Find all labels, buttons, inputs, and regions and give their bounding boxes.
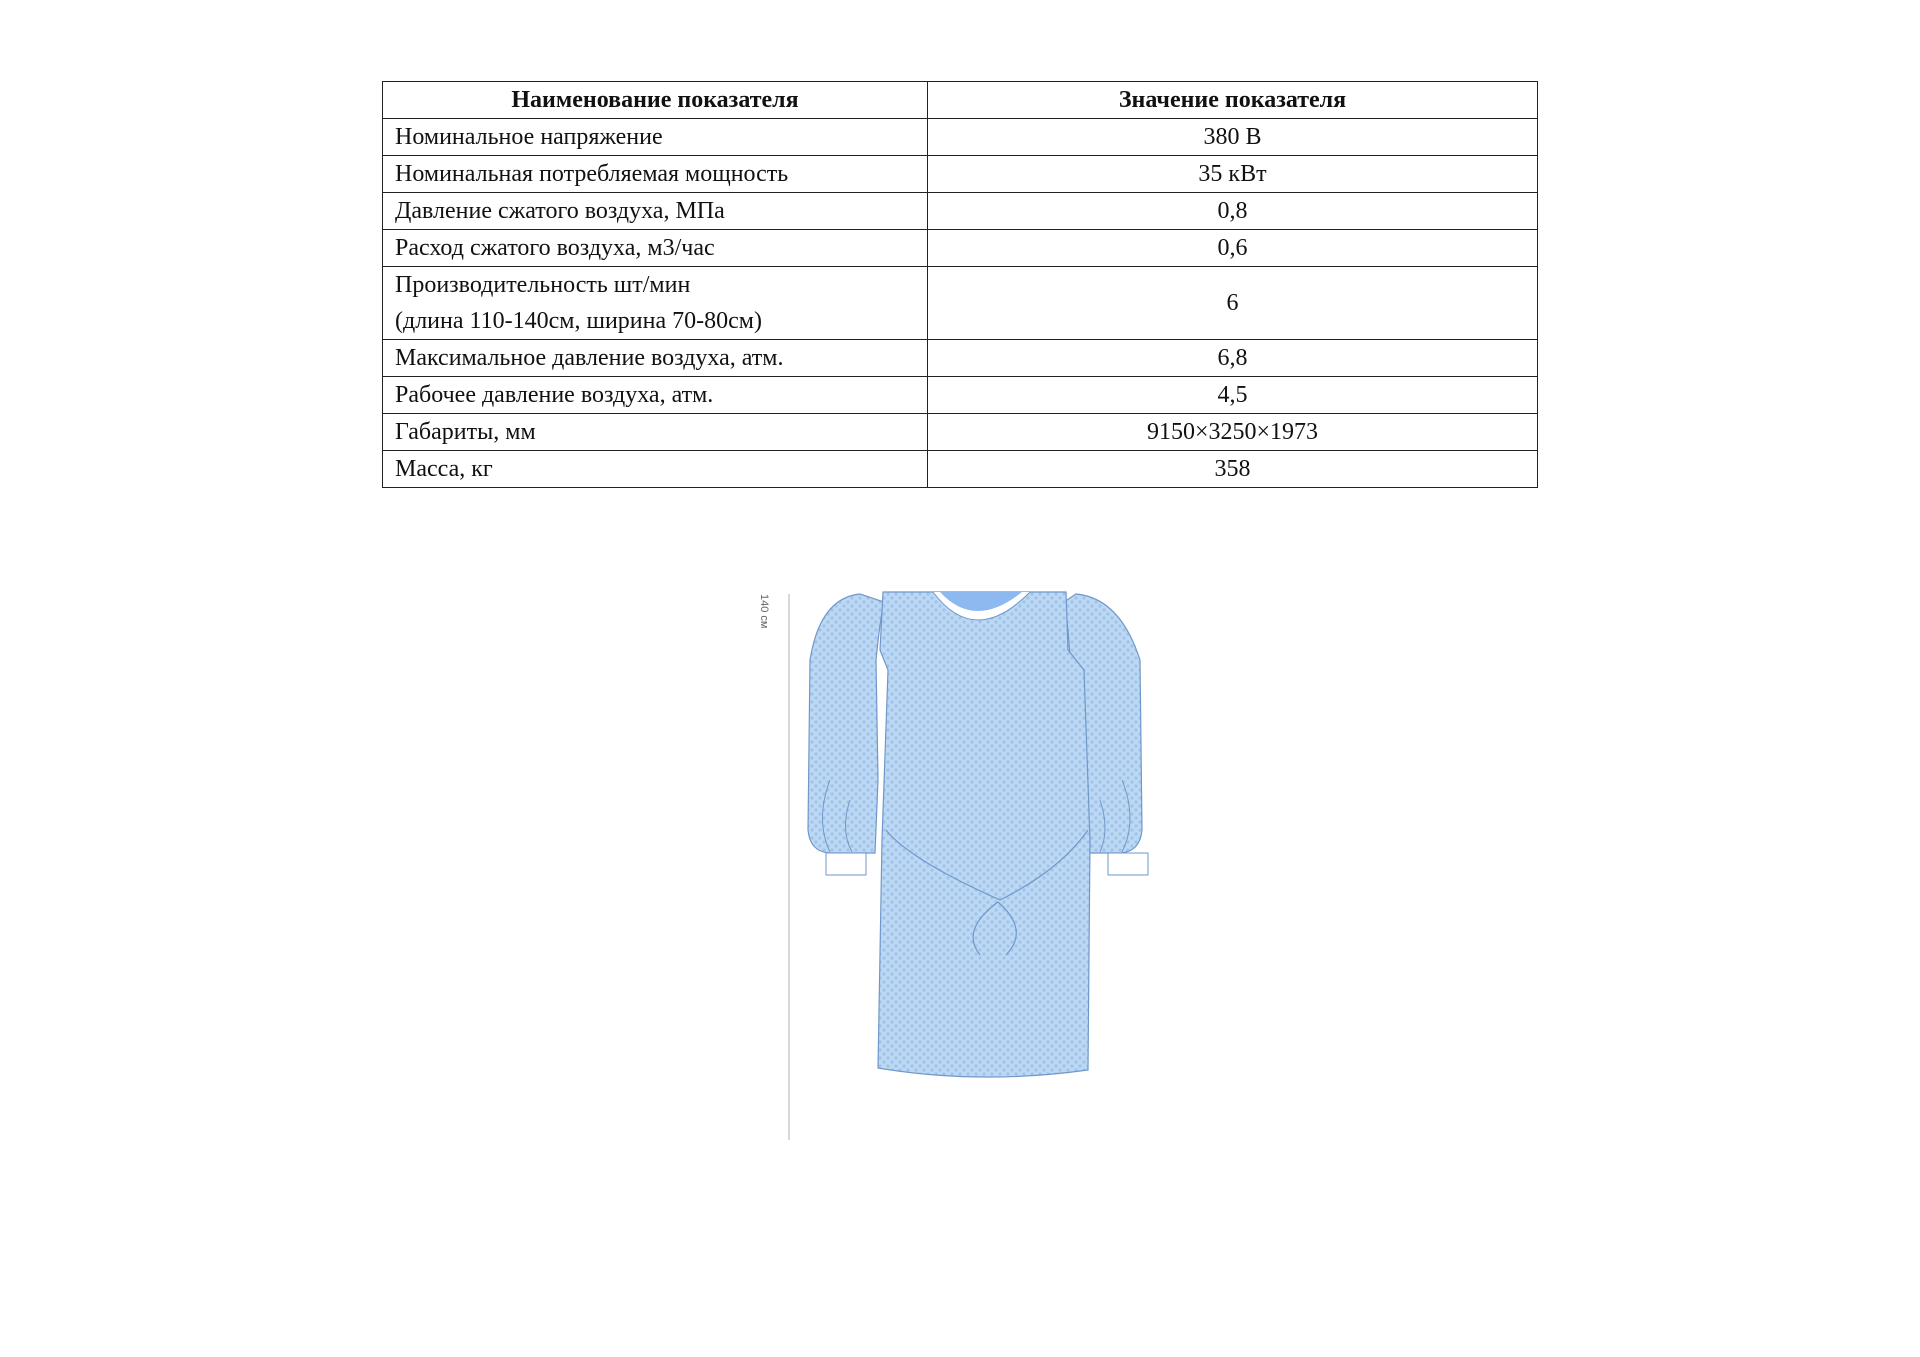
row-name [383,267,928,340]
row-value: 9150×3250×1973 [928,414,1538,451]
row-name: Расход сжатого воздуха, м3/час [383,230,928,267]
row-name: Габариты, мм [383,414,928,451]
table-row [383,414,1538,451]
table-row [383,119,1538,156]
table-row [383,451,1538,488]
table-row [383,377,1538,414]
row-value: 0,8 [928,193,1538,230]
table-row [383,230,1538,267]
left-cuff [826,853,866,875]
dimension-label: 140 см [758,594,770,629]
row-value: 0,6 [928,230,1538,267]
row-value: 6 [928,267,1538,340]
gown-body [878,592,1090,1077]
row-value: 358 [928,451,1538,488]
specifications-table [382,81,1538,488]
row-name: Давление сжатого воздуха, МПа [383,193,928,230]
column-header-value: Значение показателя [928,82,1538,119]
table-row [383,156,1538,193]
row-name: Масса, кг [383,451,928,488]
table-row [383,193,1538,230]
surgical-gown-illustration [770,580,1170,1160]
right-cuff [1108,853,1148,875]
row-name: Максимальное давление воздуха, атм. [383,340,928,377]
row-value: 380 В [928,119,1538,156]
row-name: Рабочее давление воздуха, атм. [383,377,928,414]
row-name: Номинальное напряжение [383,119,928,156]
row-value: 35 кВт [928,156,1538,193]
table-row [383,340,1538,377]
row-name: Номинальная потребляемая мощность [383,156,928,193]
row-name-line1: Производительность шт/мин [395,272,691,298]
column-header-name: Наименование показателя [383,82,928,119]
row-value: 6,8 [928,340,1538,377]
table-row [383,267,1538,340]
table-header-row [383,82,1538,119]
row-value: 4,5 [928,377,1538,414]
row-name-line2: (длина 110-140см, ширина 70-80см) [395,308,762,334]
